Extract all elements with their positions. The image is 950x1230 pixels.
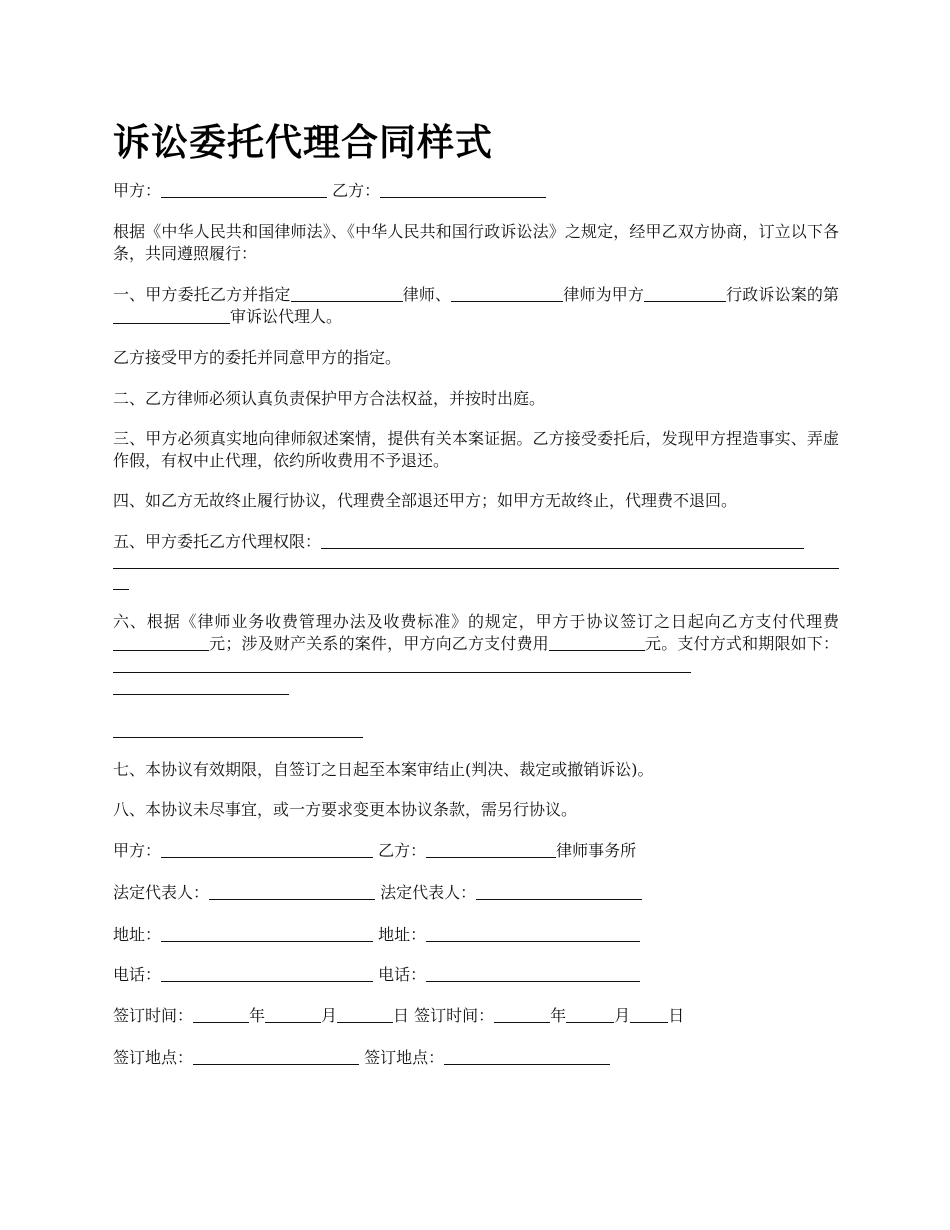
authority-blank-3[interactable] (113, 573, 129, 590)
sign-year-b-blank[interactable] (494, 1006, 550, 1023)
payment-terms-blank-3-row (113, 720, 363, 742)
address-b-label: 地址： (378, 925, 427, 944)
clause-1 (113, 284, 839, 328)
sign-time-a-label: 签订时间： (113, 1006, 194, 1025)
day-b-label: 日 (668, 1006, 685, 1025)
legal-rep-a-label: 法定代表人： (113, 883, 210, 902)
address-a-label: 地址： (113, 925, 162, 944)
party-a-label: 甲方： (113, 181, 162, 200)
phone-b-blank[interactable] (426, 965, 640, 982)
party-a-blank[interactable] (161, 181, 327, 198)
sign-time-b-label: 签订时间： (414, 1006, 495, 1025)
clause-3: 三、甲方必须真实地向律师叙述案情，提供有关本案证据。乙方接受委托后，发现甲方捏造事实、弄虚作假，有权中止代理，依约所收费用不予退还。 (113, 429, 839, 470)
lawyer-1-blank[interactable] (291, 285, 403, 302)
phone-a-label: 电话： (113, 965, 162, 984)
sign-party-a-blank[interactable] (161, 841, 373, 858)
sign-party-a-label: 甲方： (113, 841, 162, 860)
sign-month-a-blank[interactable] (265, 1006, 321, 1023)
address-b-blank[interactable] (426, 925, 640, 942)
legal-rep-b-label: 法定代表人： (380, 883, 477, 902)
sign-party-b-blank[interactable] (426, 841, 556, 858)
case-name-blank[interactable] (644, 285, 726, 302)
clause-6-text-3: 元。支付方式和期限如下： (644, 634, 839, 653)
sign-month-b-blank[interactable] (566, 1006, 614, 1023)
clause-8: 八、本协议未尽事宜，或一方要求变更本协议条款，需另行协议。 (113, 800, 578, 819)
clause-2: 二、乙方律师必须认真负责保护甲方合法权益，并按时出庭。 (113, 389, 546, 408)
party-b-label: 乙方： (332, 181, 381, 200)
legal-rep-row (113, 882, 642, 904)
day-a-label: 日 (393, 1006, 410, 1025)
law-firm-label: 律师事务所 (556, 841, 637, 860)
party-b-blank[interactable] (380, 181, 546, 198)
year-a-label: 年 (249, 1006, 266, 1025)
clause-5-label: 五、甲方委托乙方代理权限： (113, 532, 322, 551)
sign-day-a-blank[interactable] (337, 1006, 393, 1023)
page-title: 诉讼委托代理合同样式 (113, 121, 493, 164)
clause-1-text-1: 一、甲方委托乙方并指定 (113, 285, 291, 304)
clause-5 (113, 531, 839, 594)
sign-time-row (113, 1005, 684, 1027)
sign-party-b-label: 乙方： (378, 841, 427, 860)
authority-blank-1[interactable] (321, 532, 804, 549)
month-b-label: 月 (614, 1006, 631, 1025)
clause-1-text-4: 行政诉讼案的第 (726, 285, 839, 304)
month-a-label: 月 (321, 1006, 338, 1025)
sign-place-a-blank[interactable] (193, 1048, 359, 1065)
sign-place-b-blank[interactable] (444, 1048, 610, 1065)
legal-rep-a-blank[interactable] (209, 883, 375, 900)
clause-1-text-5: 审诉讼代理人。 (230, 307, 343, 326)
clause-7: 七、本协议有效期限，自签订之日起至本案审结止(判决、裁定或撤销诉讼)。 (113, 760, 654, 779)
clause-6 (113, 611, 839, 699)
clause-1-text-3: 律师为甲方 (563, 285, 644, 304)
sign-parties-row (113, 840, 636, 862)
authority-blank-2[interactable] (113, 553, 839, 569)
intro-paragraph: 根据《中华人民共和国律师法》、《中华人民共和国行政诉讼法》之规定，经甲乙双方协商，订立以下各条，共同遵照履行： (113, 222, 839, 263)
property-fee-blank[interactable] (549, 634, 645, 651)
sign-year-a-blank[interactable] (193, 1006, 249, 1023)
payment-terms-blank-2[interactable] (113, 678, 289, 695)
legal-rep-b-blank[interactable] (476, 883, 642, 900)
agency-fee-blank[interactable] (113, 634, 209, 651)
payment-terms-blank-1[interactable] (113, 656, 691, 673)
clause-6-text-2: 元；涉及财产关系的案件，甲方向乙方支付费用 (209, 634, 549, 653)
instance-blank[interactable] (113, 307, 230, 324)
sign-place-b-label: 签订地点： (364, 1048, 445, 1067)
lawyer-2-blank[interactable] (451, 285, 563, 302)
parties-header (113, 180, 546, 202)
phone-a-blank[interactable] (161, 965, 373, 982)
year-b-label: 年 (550, 1006, 567, 1025)
phone-b-label: 电话： (378, 965, 427, 984)
sign-place-a-label: 签订地点： (113, 1048, 194, 1067)
clause-6-text-1: 六、根据《律师业务收费管理办法及收费标准》的规定，甲方于协议签订之日起向乙方支付代理费 (113, 612, 839, 631)
sign-place-row (113, 1047, 610, 1069)
address-a-blank[interactable] (161, 925, 373, 942)
clause-4: 四、如乙方无故终止履行协议，代理费全部退还甲方；如甲方无故终止，代理费不退回。 (113, 491, 738, 510)
address-row (113, 924, 640, 946)
accept-paragraph: 乙方接受甲方的委托并同意甲方的指定。 (113, 348, 402, 367)
sign-day-b-blank[interactable] (630, 1006, 668, 1023)
phone-row (113, 964, 640, 986)
payment-terms-blank-3[interactable] (113, 721, 363, 738)
clause-1-text-2: 律师、 (402, 285, 452, 304)
